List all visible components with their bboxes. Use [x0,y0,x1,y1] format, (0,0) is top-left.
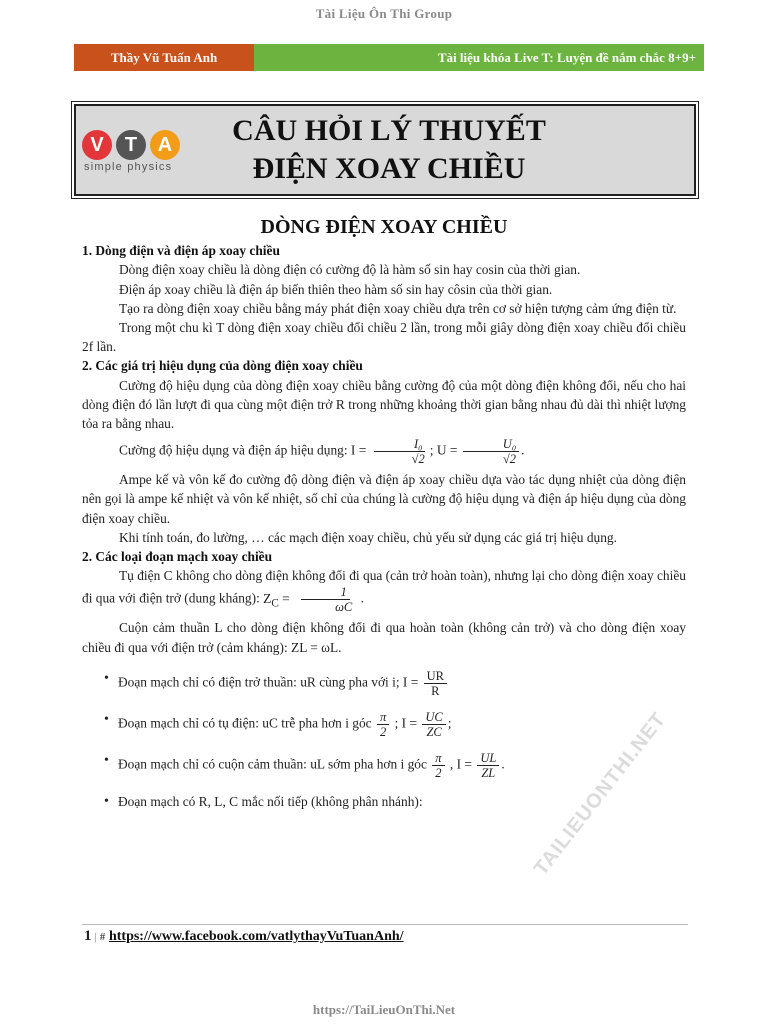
bullet-formula-lhs: I = [402,674,419,690]
document-body [82,218,686,811]
list-item [82,710,686,739]
inductor-paragraph [82,618,686,656]
footer-separator: | [94,931,97,943]
rms-formula-prefix: Cường độ hiệu dụng và điện áp hiệu dụng: [119,442,348,458]
heading-3: 2. Các loại đoạn mạch xoay chiều [82,549,273,565]
group-header: Tài Liệu Ôn Thi Group [315,6,453,21]
paragraph: Khi tính toán, đo lường, … các mạch điện xoay chiều, chủ yếu sử dụng các giá trị hiệu dụng. [119,529,617,545]
formula-end: . [521,442,525,458]
logo-letter-v: V [82,130,112,160]
inductor-text: Cuộn cảm thuần L cho dòng điện không đổi đi qua hoàn toàn (không cản trở) và cho dòng điện xoay chiều đi qua với điện trở (cảm kháng): [82,620,686,655]
zc-label [263,591,290,610]
author-label: Thầy Vũ Tuấn Anh [74,44,254,71]
bullet-text: Đoạn mạch chỉ có cuộn cảm thuần: uL sớm pha hơn i góc [118,756,427,772]
fraction-numerator: π [377,710,389,725]
formula-i-fraction [372,437,428,466]
fraction-denominator: ZC [426,724,442,739]
zl-formula: ZL = ωL. [291,639,342,655]
fraction-denominator: 2 [435,765,442,780]
logo-letter-t: T [116,130,146,160]
angle-fraction [432,751,444,780]
fraction-numerator: I₀ [374,437,426,452]
bullet-fraction [477,751,499,780]
course-label: Tài liệu khóa Live T: Luyện đề nắm chắc 8+9+ [254,44,704,71]
list-item [82,669,686,698]
logo-letter-a: A [150,130,180,160]
formula-u-fraction [463,437,519,466]
zc-symbol: Z [263,591,272,607]
fraction-denominator: √2 [411,452,425,467]
footer-line [84,928,404,945]
title-line-2: ĐIỆN XOAY CHIỀU [252,152,526,185]
bullet-formula-lhs: , I = [449,756,472,772]
bullet-tail: . [501,756,505,772]
fraction-numerator: U₀ [463,437,519,452]
title-line-1: CÂU HỎI LÝ THUYẾT [232,114,546,147]
paragraph: Ampe kế và vôn kế đo cường độ dòng điện và điện áp xoay chiều dựa vào tác dụng nhiệt của dòng điện nên gọi là ampe kế nhiệt và vôn kế nhiệt, số chỉ của chúng là cường độ hiệu dụng và điện áp hiệu dụng của dòng điện xoay chiều. [82,472,686,526]
paragraph: Trong một chu kì T dòng điện xoay chiều đổi chiều 2 lần, trong mỗi giây dòng điện xoay chiều đổi chiều 2f lần. [82,320,686,355]
heading-2: 2. Các giá trị hiệu dụng của dòng điện xoay chiều [82,358,363,374]
zc-equals: = [282,591,290,607]
angle-fraction [377,710,389,739]
fraction-numerator: UL [477,751,499,766]
fraction-numerator: π [432,751,444,766]
paragraph: Dòng điện xoay chiều là dòng điện có cường độ là hàm số sin hay cosin của thời gian. [119,262,581,278]
hash-icon: # [99,931,106,943]
bullet-text: Đoạn mạch chỉ có tụ điện: uC trễ pha hơn i góc [118,715,372,731]
list-item [82,751,686,780]
bullet-formula-lhs: ; I = [394,715,418,731]
facebook-link[interactable]: https://www.facebook.com/vatlythayVuTuanAnh/ [108,929,404,944]
rms-formula-line [82,437,686,466]
fraction-numerator: UR [424,669,447,684]
footer-divider [82,924,688,925]
paragraph: Cường độ hiệu dụng của dòng điện xoay chiều bằng cường độ của một dòng điện không đổi, nếu cho hai dòng điện đó lần lượt đi qua cùng một điện trở R trong những khoảng thời gian bằng nhau đủ dài thì nhiệt lượng tỏa ra bằng nhau. [82,377,686,432]
paragraph: Tạo ra dòng điện xoay chiều bằng máy phát điện xoay chiều dựa trên cơ sở hiện tượng cảm ứng điện từ. [119,300,677,316]
top-banner [74,44,704,71]
zc-fraction [295,585,355,614]
site-url[interactable]: https://TaiLieuOnThi.Net [312,1002,456,1017]
bullet-fraction [422,710,445,739]
formula-separator: ; [429,442,434,458]
bullet-tail: ; [447,715,452,731]
fraction-denominator: ZL [481,765,496,780]
formula-i-lhs: I = [350,442,367,458]
fraction-denominator: R [431,683,440,698]
fraction-numerator: UC [422,710,445,725]
formula-u-lhs: U = [436,442,458,458]
fraction-numerator: 1 [301,585,350,600]
watermark: TAILIEUONTHI.NET [530,708,671,880]
fraction-denominator: √2 [502,452,517,467]
zc-end: . [360,591,364,607]
page-number: 1 [84,928,92,944]
section-title: DÒNG ĐIỆN XOAY CHIỀU [260,216,508,238]
bullet-text: Đoạn mạch chỉ có điện trở thuần: uR cùng pha với i; [118,674,400,690]
logo-tagline: simple physics [84,161,173,173]
capacitor-text: Tụ điện C không cho dòng điện không đổi đi qua (cản trở hoàn toàn), nhưng lại cho dòng điện xoay chiều đi qua với điện trở (dung kháng): [82,568,686,607]
zc-subscript: C [271,597,279,610]
bullet-text: Đoạn mạch có R, L, C mắc nối tiếp (không phân nhánh): [118,793,423,809]
fraction-denominator: ωC [335,600,353,615]
bullet-fraction [424,669,447,698]
paragraph: Điện áp xoay chiều là điện áp biến thiên theo hàm số sin hay côsin của thời gian. [119,281,553,297]
fraction-denominator: 2 [379,724,387,739]
capacitor-paragraph [82,566,686,614]
heading-1: 1. Dòng điện và điện áp xoay chiều [82,243,280,259]
title-box [74,104,696,196]
